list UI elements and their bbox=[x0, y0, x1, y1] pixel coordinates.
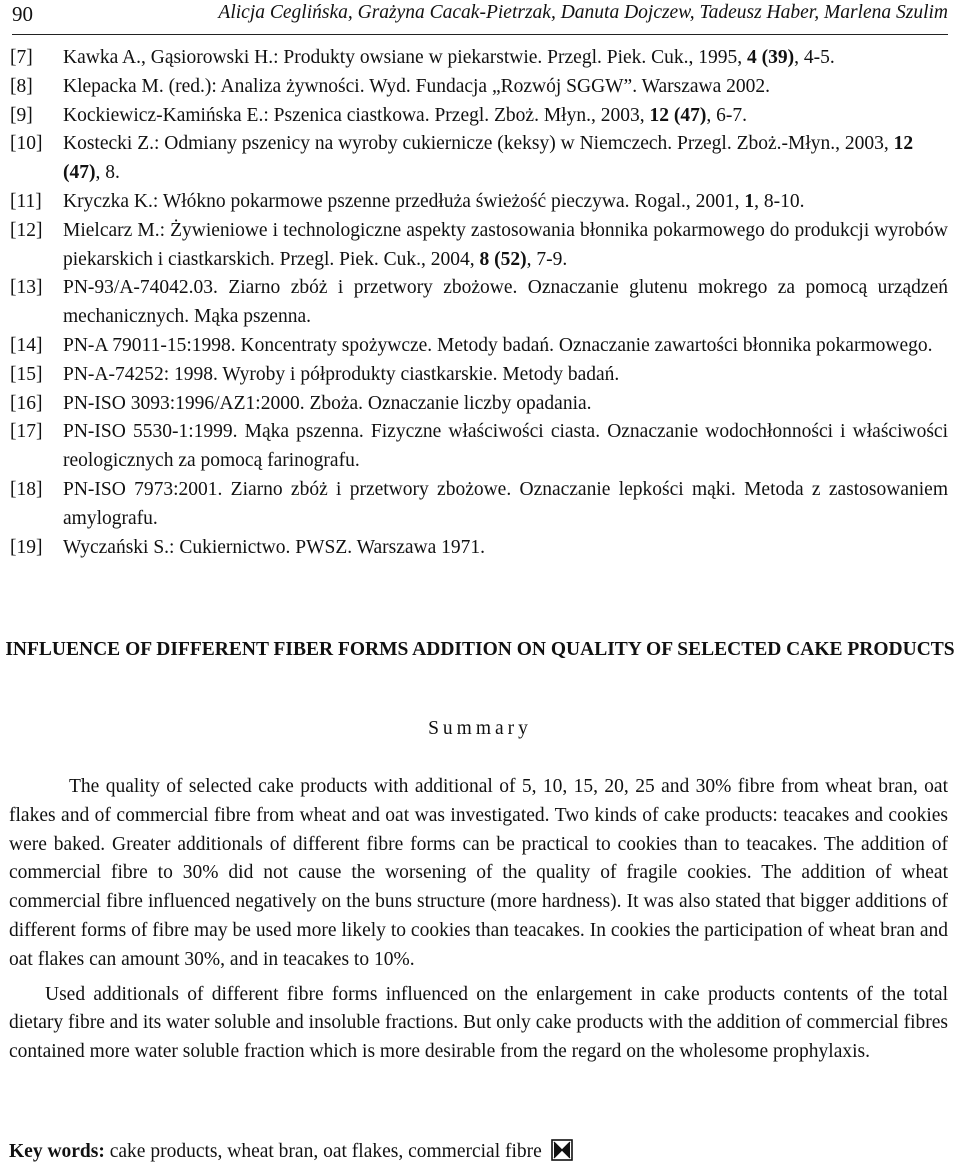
reference-text: PN-ISO 3093:1996/AZ1:2000. Zboża. Oznaczanie liczby opadania. bbox=[63, 392, 592, 414]
reference-text: PN-A-74252: 1998. Wyroby i półprodukty ciastkarskie. Metody badań. bbox=[63, 363, 620, 385]
reference-number: [19] bbox=[10, 536, 43, 558]
summary-body bbox=[9, 773, 948, 1067]
reference-number: [14] bbox=[10, 334, 43, 356]
reference-number: [10] bbox=[10, 133, 43, 155]
reference-text: PN-93/A-74042.03. Ziarno zbóż i przetwory zbożowe. Oznaczanie glutenu mokrego za pomocą urządzeń mechanicznych. Mąka pszenna. bbox=[63, 277, 948, 328]
summary-heading: Summary bbox=[428, 718, 532, 739]
reference-text: Klepacka M. (red.): Analiza żywności. Wyd. Fundacja „Rozwój SGGW”. Warszawa 2002. bbox=[63, 75, 770, 97]
page-header bbox=[12, 2, 948, 32]
reference-number: [15] bbox=[10, 363, 43, 385]
reference-text: PN-ISO 7973:2001. Ziarno zbóż i przetwory zbożowe. Oznaczanie lepkości mąki. Metoda z zastosowaniem amylografu. bbox=[63, 478, 948, 529]
reference-item bbox=[10, 73, 948, 102]
reference-list bbox=[10, 44, 948, 562]
end-of-article-icon bbox=[551, 1139, 573, 1170]
reference-text: Mielcarz M.: Żywieniowe i technologiczne aspekty zastosowania błonnika pokarmowego do produkcji wyrobów piekarskich i ciastkarskich. Przegl. Piek. Cuk., 2004, 8 (52), 7-9. bbox=[63, 219, 948, 270]
reference-number: [17] bbox=[10, 421, 43, 443]
reference-item bbox=[10, 534, 948, 563]
page-number: 90 bbox=[12, 2, 33, 26]
reference-text: Kostecki Z.: Odmiany pszenicy na wyroby cukiernicze (keksy) w Niemczech. Przegl. Zboż.-Młyn., 2003, 12 (47), 8. bbox=[63, 133, 914, 184]
reference-text: PN-A 79011-15:1998. Koncentraty spożywcze. Metody badań. Oznaczanie zawartości błonnika pokarmowego. bbox=[63, 334, 933, 356]
english-title: INFLUENCE OF DIFFERENT FIBER FORMS ADDITION ON QUALITY OF SELECTED CAKE PRODUCTS bbox=[5, 639, 955, 660]
reference-item bbox=[10, 361, 948, 390]
reference-text: Kryczka K.: Włókno pokarmowe pszenne przedłuża świeżość pieczywa. Rogal., 2001, 1, 8-10. bbox=[63, 190, 805, 212]
reference-number: [16] bbox=[10, 392, 43, 414]
reference-item bbox=[10, 390, 948, 419]
reference-item bbox=[10, 44, 948, 73]
reference-number: [13] bbox=[10, 277, 43, 299]
reference-text: Kockiewicz-Kamińska E.: Pszenica ciastkowa. Przegl. Zboż. Młyn., 2003, 12 (47), 6-7. bbox=[63, 104, 747, 126]
reference-item bbox=[10, 102, 948, 131]
reference-item bbox=[10, 274, 948, 332]
summary-paragraph: Used additionals of different fibre forms influenced on the enlargement in cake products contents of the total dietary fibre and its water soluble and insoluble fractions. But only cake products with the addition of commercial fibres contained more water soluble fraction which is more desirable from the regard on the wholesome prophylaxis. bbox=[9, 983, 948, 1063]
reference-item bbox=[10, 476, 948, 534]
reference-number: [7] bbox=[10, 47, 33, 68]
running-head-authors: Alicja Ceglińska, Grażyna Cacak-Pietrzak, Danuta Dojczew, Tadeusz Haber, Marlena Szulim bbox=[218, 2, 948, 23]
reference-text: Kawka A., Gąsiorowski H.: Produkty owsiane w piekarstwie. Przegl. Piek. Cuk., 1995, 4 (39), 4-5. bbox=[63, 47, 835, 68]
reference-number: [12] bbox=[10, 219, 43, 241]
reference-item bbox=[10, 418, 948, 476]
reference-text: Wyczański S.: Cukiernictwo. PWSZ. Warszawa 1971. bbox=[63, 536, 486, 558]
keywords-line bbox=[9, 1138, 948, 1170]
reference-number: [9] bbox=[10, 104, 33, 126]
reference-text: PN-ISO 5530-1:1999. Mąka pszenna. Fizyczne właściwości ciasta. Oznaczanie wodochłonności i właściwości reologicznych za pomocą farinografu. bbox=[63, 421, 948, 472]
reference-number: [8] bbox=[10, 75, 33, 97]
reference-item bbox=[10, 217, 948, 275]
reference-number: [18] bbox=[10, 478, 43, 500]
header-rule bbox=[12, 34, 948, 35]
reference-number: [11] bbox=[10, 190, 42, 212]
reference-item bbox=[10, 188, 948, 217]
reference-item bbox=[10, 130, 948, 188]
keywords-text: cake products, wheat bran, oat flakes, commercial fibre bbox=[104, 1141, 542, 1162]
summary-paragraph: The quality of selected cake products with additional of 5, 10, 15, 20, 25 and 30% fibre from wheat bran, oat flakes and of commercial fibre from wheat and oat was investigated. Two kinds of cake products: teacakes and cookies were baked. Greater additionals of different fibre forms can be practical to cookies than to teacakes. The addition of commercial fibre to 30% did not cause the worsening of the quality of fragile cookies. The addition of wheat commercial fibre influenced negatively on the buns structure (more hardness). It was also stated that bigger additions of different forms of fibre may be used more likely to cookies than teacakes. In cookies the participation of wheat bran and oat flakes can amount 30%, and in teacakes to 10%. bbox=[9, 776, 948, 970]
reference-item bbox=[10, 332, 948, 361]
keywords-label: Key words: bbox=[9, 1141, 105, 1162]
